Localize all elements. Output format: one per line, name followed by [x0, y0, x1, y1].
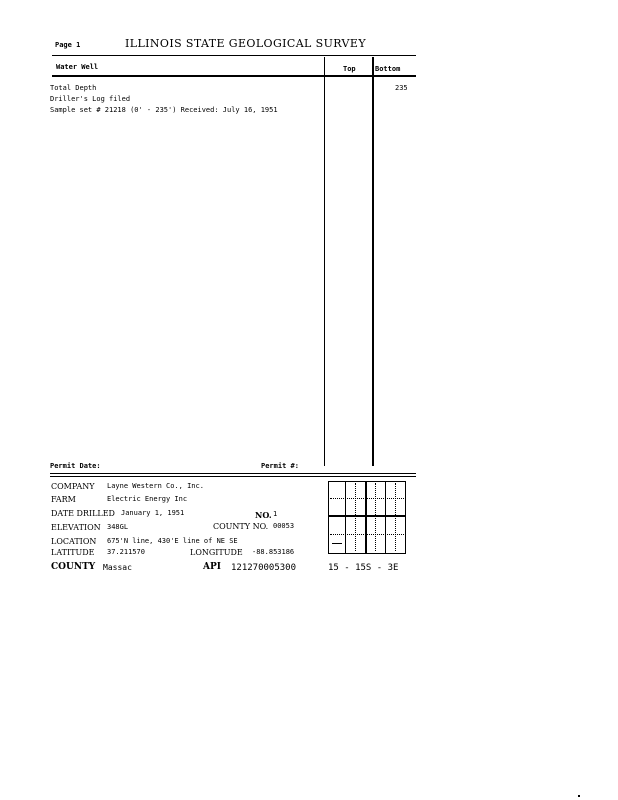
county-number-value: 00053	[273, 522, 295, 530]
scan-speck	[578, 795, 580, 797]
api-label: API	[203, 562, 221, 572]
location-value: 675'N line, 430'E line of NE SE	[107, 537, 238, 545]
survey-title: ILLINOIS STATE GEOLOGICAL SURVEY	[125, 37, 366, 50]
column-header-top: Top	[343, 65, 356, 73]
column-divider-left	[324, 57, 325, 466]
date-drilled-value: January 1, 1951	[121, 509, 185, 517]
header-rule-bottom	[52, 75, 416, 77]
well-number-label: NO.	[255, 510, 272, 520]
api-number: 121270005300	[231, 563, 297, 573]
permit-rule-2	[50, 476, 416, 477]
column-header-unit: Water Well	[56, 63, 99, 71]
township-range: 15 - 15S - 3E	[328, 563, 399, 573]
page-number: Page 1	[55, 41, 81, 49]
location-label: LOCATION	[51, 537, 97, 546]
company-value: Layne Western Co., Inc.	[107, 482, 204, 490]
table-row-text: Total Depth	[50, 84, 97, 92]
farm-value: Electric Energy Inc	[107, 495, 188, 503]
county-label: COUNTY	[51, 562, 96, 572]
latitude-label: LATITUDE	[51, 548, 95, 557]
well-number-value: 1	[273, 510, 278, 518]
table-row-text: Driller's Log filed	[50, 95, 131, 103]
longitude-label: LONGITUDE	[190, 548, 243, 557]
elevation-value: 348GL	[107, 523, 129, 531]
latitude-value: 37.211570	[107, 548, 145, 556]
column-divider-right	[372, 57, 374, 466]
farm-label: FARM	[51, 495, 76, 504]
table-row-text: Sample set # 21218 (0' - 235') Received: July 16, 1951	[50, 106, 278, 114]
column-header-bottom: Bottom	[375, 65, 401, 73]
longitude-value: -88.853186	[252, 548, 295, 556]
elevation-label: ELEVATION	[51, 523, 101, 532]
county-value: Massac	[103, 563, 132, 572]
company-label: COMPANY	[51, 482, 95, 491]
date-drilled-label: DATE DRILLED	[51, 509, 115, 518]
permit-number-label: Permit #:	[261, 462, 299, 470]
permit-date-label: Permit Date:	[50, 462, 101, 470]
county-number-label: COUNTY NO.	[213, 522, 269, 531]
header-rule-top	[52, 55, 416, 56]
table-row-bottom: 235	[395, 84, 408, 92]
permit-rule-1	[50, 473, 416, 474]
